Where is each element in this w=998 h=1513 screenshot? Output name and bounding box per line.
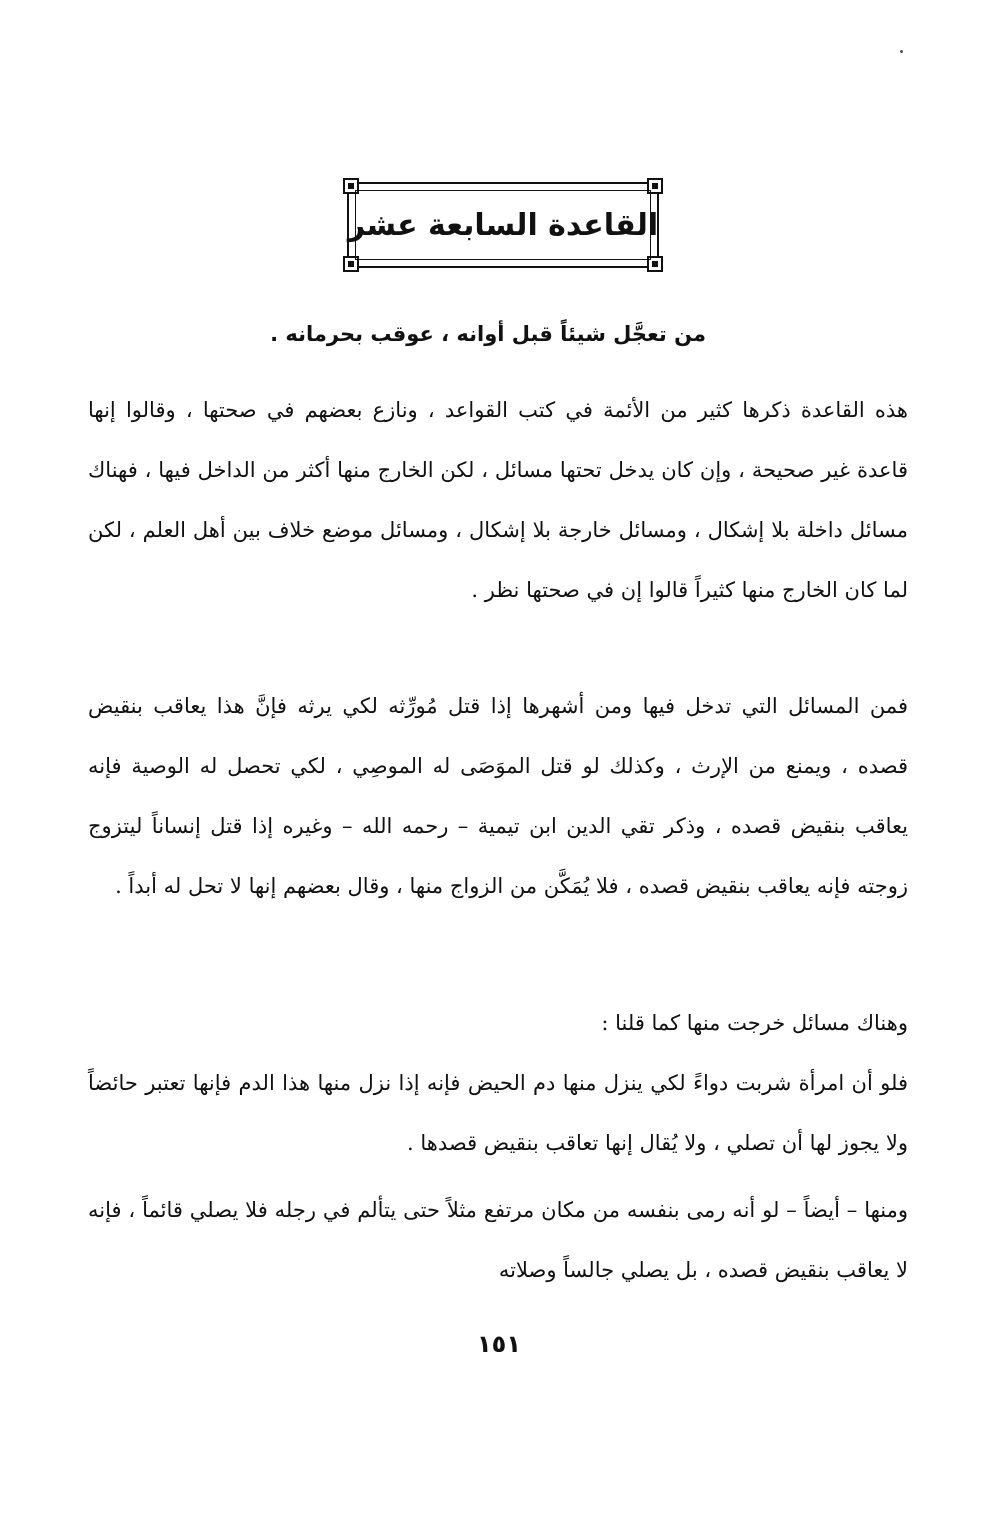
paragraph: هذه القاعدة ذكرها كثير من الأئمة في كتب القواعد ، ونازع بعضهم في صحتها ، وقالوا إنها قاعدة غير صحيحة ، وإن كان يدخل تحتها مسائل ، لكن الخارج منها أكثر من الداخل فيها ، فهناك مسائل داخلة بلا إشكال ، ومسائل خارجة بلا إشكال ، ومسائل موضع خلاف بين أهل العلم ، لكن لما كان الخارج منها كثيراً قالوا إن في صحتها نظر . xyxy=(88,398,908,602)
paragraph: فمن المسائل التي تدخل فيها ومن أشهرها إذا قتل مُورِّثه لكي يرثه فإنَّ هذا يعاقب بنقيض قصده ، ويمنع من الإرث ، وكذلك لو قتل الموَصَى له الموصِي ، لكي تحصل له الوصية فإنه يعاقب بنقيض قصده ، وذكر تقي الدين ابن تيمية – رحمه الله – وغيره إذا قتل إنساناً ليتزوج زوجته فإنه يعاقب بنقيض قصده ، فلا يُمَكَّن من الزواج منها ، وقال بعضهم إنها لا تحل له أبداً . xyxy=(88,694,908,898)
page-number: ١٥١ xyxy=(477,1330,521,1358)
title-frame xyxy=(347,182,659,268)
scan-speck xyxy=(900,50,903,53)
title-frame-inner xyxy=(347,190,659,260)
rule-statement: من تعجَّل شيئاً قبل أوانه ، عوقب بحرمانه . xyxy=(270,322,706,346)
paragraph: ومنها – أيضاً – لو أنه رمى بنفسه من مكان مرتفع مثلاً حتى يتألم في رجله فلا يصلي قائماً ، فإنه لا يعاقب بنقيض قصده ، بل يصلي جالساً وصلاته xyxy=(88,1198,908,1282)
paragraph: وهناك مسائل خرجت منها كما قلنا : xyxy=(601,1011,908,1035)
chapter-title: القاعدة السابعة عشر xyxy=(347,207,659,243)
paragraph: فلو أن امرأة شربت دواءً لكي ينزل منها دم الحيض فإنه إذا نزل منها هذا الدم فإنها تعتبر حائضاً ولا يجوز لها أن تصلي ، ولا يُقال إنها تعاقب بنقيض قصدها . xyxy=(88,1071,908,1155)
